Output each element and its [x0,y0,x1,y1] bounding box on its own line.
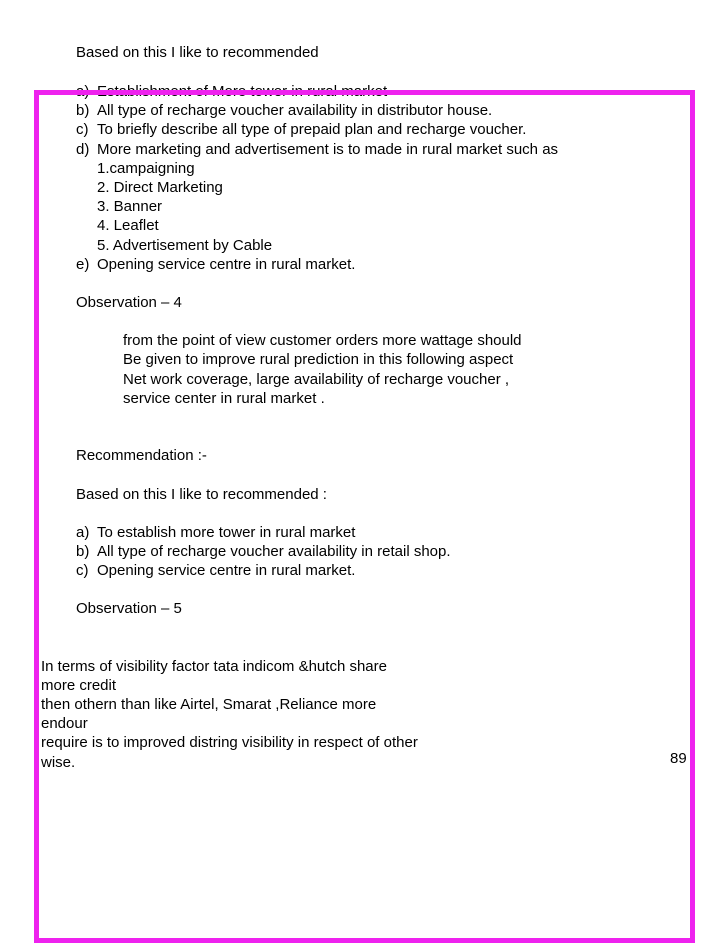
list-item-label: a) [76,83,90,100]
recommendation-heading: Recommendation :- [76,447,207,464]
list-item-text: Establishment of More tower in rural market [97,83,388,100]
list-item-label: b) [76,102,90,119]
list-item-label: a) [76,524,90,541]
list-item-text: Opening service centre in rural market. [97,256,356,273]
list-item-text: All type of recharge voucher availability in retail shop. [97,543,451,560]
paragraph-line: Be given to improve rural prediction in this following aspect [123,351,514,368]
list-item-label: e) [76,256,90,273]
paragraph-line: endour [41,715,88,732]
list-item-text: Opening service centre in rural market. [97,562,356,579]
observation-5-heading: Observation – 5 [76,600,182,617]
sub-list-item: 5. Advertisement by Cable [97,237,273,254]
sub-list-item: 1.campaigning [97,160,195,177]
paragraph-line: wise. [41,754,76,771]
list-item-label: d) [76,141,90,158]
paragraph-line: from the point of view customer orders more wattage should [123,332,522,349]
paragraph-line: more credit [41,677,117,694]
list-item-text: To briefly describe all type of prepaid plan and recharge voucher. [97,121,527,138]
list-item-text: More marketing and advertisement is to made in rural market such as [97,141,559,158]
paragraph-line: require is to improved distring visibility in respect of other [41,734,418,751]
paragraph-line: Net work coverage, large availability of recharge voucher , [123,371,510,388]
observation-4-heading: Observation – 4 [76,294,182,311]
list-item-text: To establish more tower in rural market [97,524,356,541]
list-item-label: c) [76,562,89,579]
paragraph-line: In terms of visibility factor tata indicom &hutch share [41,658,387,675]
sub-list-item: 2. Direct Marketing [97,179,223,196]
sub-list-item: 3. Banner [97,198,163,215]
page-number: 89 [670,750,687,767]
sub-list-item: 4. Leaflet [97,217,159,234]
list-item-label: c) [76,121,89,138]
paragraph-line: then othern than like Airtel, Smarat ,Reliance more [41,696,377,713]
list-item-text: All type of recharge voucher availability in distributor house. [97,102,493,119]
recommendation-intro-2: Based on this I like to recommended : [76,486,327,503]
list-item-label: b) [76,543,90,560]
paragraph-line: service center in rural market . [123,390,325,407]
recommendation-intro-1: Based on this I like to recommended [76,44,319,61]
